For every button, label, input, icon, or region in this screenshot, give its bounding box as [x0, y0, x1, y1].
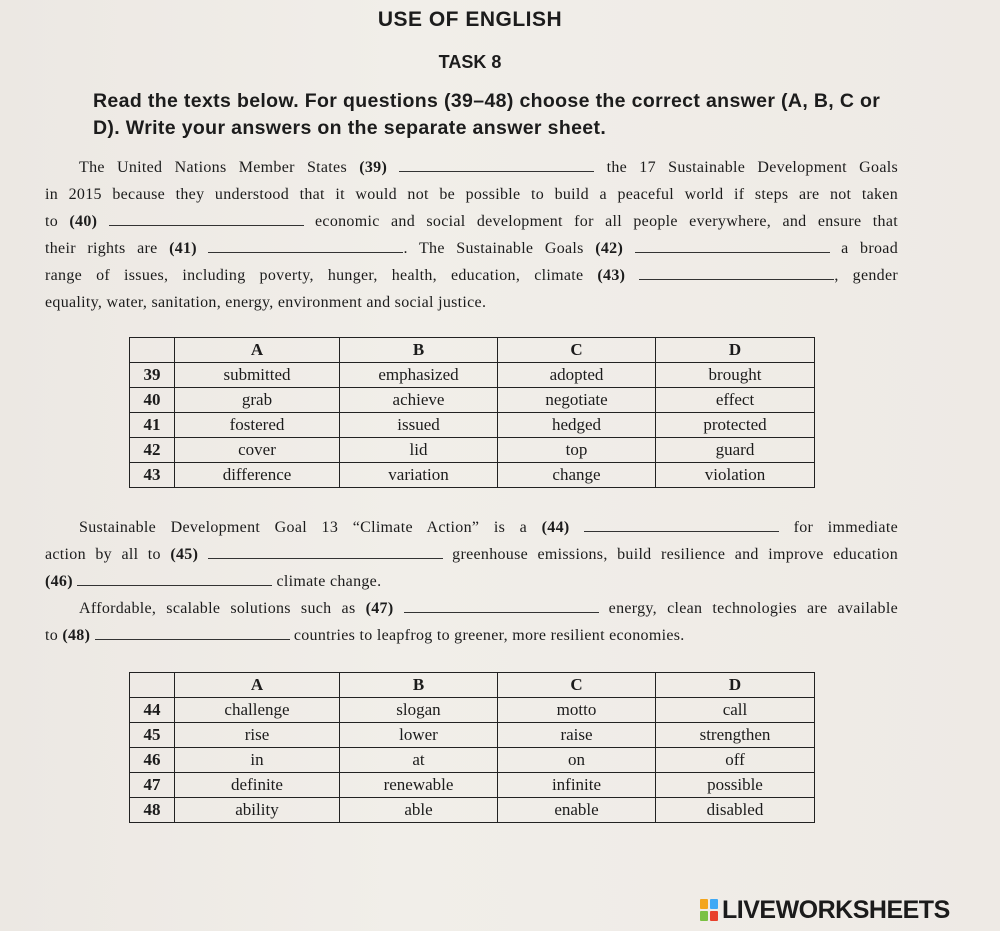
answer-blank-47[interactable] — [404, 598, 599, 613]
option-a[interactable]: fostered — [175, 413, 340, 438]
text1-line5: range of issues, including poverty, hunger, health, education, climate (43) , gender — [45, 267, 898, 284]
question-number: (39) — [359, 159, 388, 176]
option-b[interactable]: at — [340, 748, 498, 773]
empty-header-cell — [130, 673, 175, 698]
text1-line2: in 2015 because they understood that it would not be possible to build a peaceful world if steps are not taken — [45, 186, 898, 203]
column-header-c: C — [498, 338, 656, 363]
option-d[interactable]: effect — [656, 388, 815, 413]
text2-line3: (46) climate change. — [45, 573, 382, 590]
question-number-cell: 43 — [130, 463, 175, 488]
option-a[interactable]: difference — [175, 463, 340, 488]
question-number: (48) — [62, 627, 91, 644]
question-number: (41) — [169, 240, 197, 257]
option-c[interactable]: hedged — [498, 413, 656, 438]
question-number-cell: 40 — [130, 388, 175, 413]
option-a[interactable]: definite — [175, 773, 340, 798]
column-header-d: D — [656, 673, 815, 698]
option-b[interactable]: variation — [340, 463, 498, 488]
question-number-cell: 42 — [130, 438, 175, 463]
option-c[interactable]: negotiate — [498, 388, 656, 413]
logo-text: LIVEWORKSHEETS — [722, 895, 950, 924]
logo-grid-icon — [700, 899, 718, 921]
option-a[interactable]: ability — [175, 798, 340, 823]
option-d[interactable]: call — [656, 698, 815, 723]
option-b[interactable]: lower — [340, 723, 498, 748]
answer-blank-40[interactable] — [109, 211, 304, 226]
answer-blank-39[interactable] — [399, 157, 594, 172]
option-b[interactable]: renewable — [340, 773, 498, 798]
question-number-cell: 48 — [130, 798, 175, 823]
table-row — [130, 363, 815, 388]
text2-line2: action by all to (45) greenhouse emissions, build resilience and improve education — [45, 546, 898, 563]
option-c[interactable]: adopted — [498, 363, 656, 388]
question-number: (45) — [170, 546, 199, 563]
answer-blank-48[interactable] — [95, 625, 290, 640]
option-c[interactable]: top — [498, 438, 656, 463]
options-table-1 — [129, 337, 815, 488]
text2-line4: Affordable, scalable solutions such as (47) energy, clean technologies are available — [79, 600, 898, 617]
option-c[interactable]: motto — [498, 698, 656, 723]
option-b[interactable]: able — [340, 798, 498, 823]
column-header-d: D — [656, 338, 815, 363]
option-a[interactable]: challenge — [175, 698, 340, 723]
text1-line6: equality, water, sanitation, energy, environment and social justice. — [45, 294, 487, 311]
option-c[interactable]: enable — [498, 798, 656, 823]
text1-line3: to (40) economic and social development for all people everywhere, and ensure that — [45, 213, 898, 230]
column-header-b: B — [340, 673, 498, 698]
answer-blank-41[interactable] — [208, 238, 403, 253]
question-number-cell: 41 — [130, 413, 175, 438]
table-row — [130, 773, 815, 798]
question-number-cell: 45 — [130, 723, 175, 748]
option-c[interactable]: infinite — [498, 773, 656, 798]
question-number: (46) — [45, 573, 73, 590]
option-c[interactable]: raise — [498, 723, 656, 748]
page-title: USE OF ENGLISH — [377, 8, 563, 31]
option-a[interactable]: cover — [175, 438, 340, 463]
column-header-a: A — [175, 673, 340, 698]
text2-line5: to (48) countries to leapfrog to greener, more resilient economies. — [45, 627, 685, 644]
table-row — [130, 463, 815, 488]
answer-blank-44[interactable] — [584, 517, 779, 532]
column-header-b: B — [340, 338, 498, 363]
task-title: TASK 8 — [438, 52, 502, 72]
table-row — [130, 388, 815, 413]
option-d[interactable]: disabled — [656, 798, 815, 823]
option-a[interactable]: in — [175, 748, 340, 773]
table-header-row — [130, 673, 815, 698]
question-number-cell: 47 — [130, 773, 175, 798]
option-d[interactable]: protected — [656, 413, 815, 438]
option-d[interactable]: brought — [656, 363, 815, 388]
option-b[interactable]: emphasized — [340, 363, 498, 388]
option-d[interactable]: violation — [656, 463, 815, 488]
question-number: (42) — [595, 240, 624, 257]
text1-line1: The United Nations Member States (39) the 17 Sustainable Development Goals — [79, 159, 898, 176]
option-b[interactable]: slogan — [340, 698, 498, 723]
option-a[interactable]: grab — [175, 388, 340, 413]
table-header-row — [130, 338, 815, 363]
options-table-2 — [129, 672, 815, 823]
option-c[interactable]: on — [498, 748, 656, 773]
option-d[interactable]: guard — [656, 438, 815, 463]
option-d[interactable]: strengthen — [656, 723, 815, 748]
text2-line1: Sustainable Development Goal 13 “Climate Action” is a (44) for immediate — [79, 519, 898, 536]
text1-line4: their rights are (41) . The Sustainable Goals (42) a broad — [45, 240, 898, 257]
option-a[interactable]: rise — [175, 723, 340, 748]
question-number-cell: 39 — [130, 363, 175, 388]
answer-blank-46[interactable] — [77, 571, 272, 586]
table-row — [130, 438, 815, 463]
question-number: (43) — [597, 267, 626, 284]
question-number: (40) — [69, 213, 98, 230]
table-row — [130, 413, 815, 438]
answer-blank-42[interactable] — [635, 238, 830, 253]
option-a[interactable]: submitted — [175, 363, 340, 388]
instructions: Read the texts below. For questions (39–48) choose the correct answer (A, B, C or D). Write your answers on the separate answer sheet. — [93, 90, 881, 139]
question-number-cell: 46 — [130, 748, 175, 773]
answer-blank-43[interactable] — [639, 265, 834, 280]
table-row — [130, 698, 815, 723]
empty-header-cell — [130, 338, 175, 363]
option-c[interactable]: change — [498, 463, 656, 488]
table-row — [130, 723, 815, 748]
option-b[interactable]: issued — [340, 413, 498, 438]
answer-blank-45[interactable] — [208, 544, 443, 559]
question-number-cell: 44 — [130, 698, 175, 723]
column-header-a: A — [175, 338, 340, 363]
option-b[interactable]: achieve — [340, 388, 498, 413]
liveworksheets-logo — [700, 896, 950, 924]
option-b[interactable]: lid — [340, 438, 498, 463]
table-row — [130, 748, 815, 773]
question-number: (44) — [541, 519, 570, 536]
table-row — [130, 798, 815, 823]
question-number: (47) — [365, 600, 394, 617]
column-header-c: C — [498, 673, 656, 698]
option-d[interactable]: possible — [656, 773, 815, 798]
option-d[interactable]: off — [656, 748, 815, 773]
